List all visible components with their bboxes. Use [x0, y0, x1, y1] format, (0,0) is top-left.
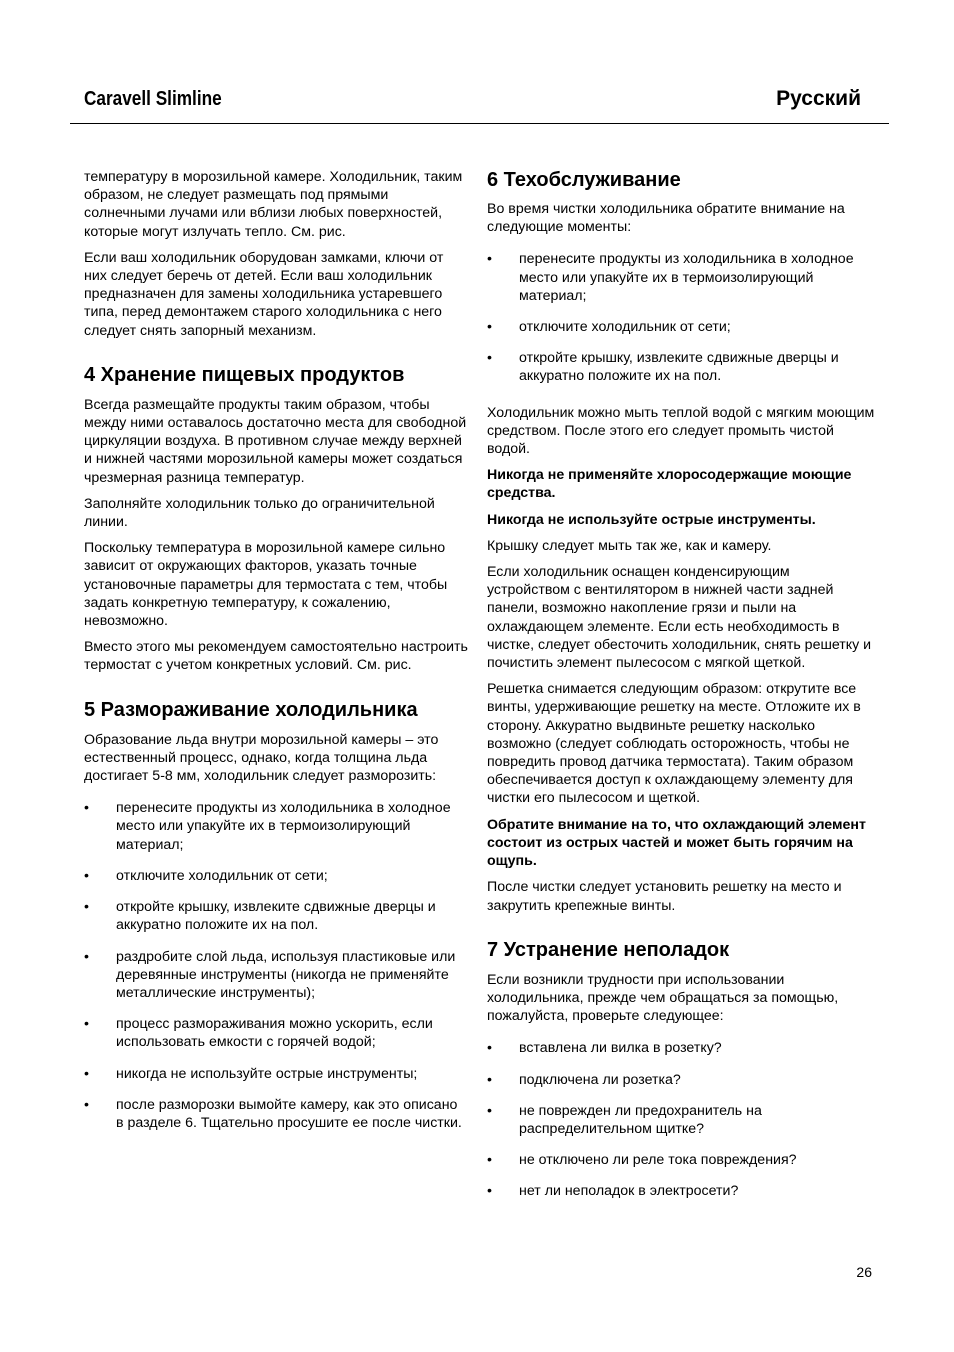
list-item — [487, 349, 875, 385]
section-5-heading: 5 Размораживание холодильника — [84, 698, 418, 721]
bullet-icon: • — [84, 1096, 89, 1113]
paragraph: Во время чистки холодильника обратите внимание на следующие моменты: — [487, 201, 845, 236]
bullet-icon: • — [487, 350, 492, 367]
maintenance-steps-list — [487, 250, 875, 385]
bullet-icon: • — [487, 251, 492, 268]
defrost-steps-list — [84, 799, 468, 1132]
paragraph: температуру в морозильной камере. Холодильник, таким образом, не следует размещать под прямыми солнечными лучами или вблизи любых поверхностей, которые могут излучать тепло. См. рис. — [84, 169, 463, 240]
list-item — [487, 1039, 875, 1057]
header-divider — [70, 123, 889, 124]
document-title: Caravell Slimline — [84, 88, 222, 110]
list-item — [84, 799, 468, 854]
list-item-text: откройте крышку, извлеките сдвижные дверцы и аккуратно положите их на пол. — [116, 899, 436, 934]
bullet-icon: • — [487, 319, 492, 336]
list-item-text: не отключено ли реле тока повреждения? — [519, 1152, 797, 1169]
list-item — [84, 1096, 468, 1132]
bullet-icon: • — [487, 1183, 492, 1200]
list-item — [487, 1071, 875, 1089]
list-item-text: вставлена ли вилка в розетку? — [519, 1040, 722, 1057]
bullet-icon: • — [84, 899, 89, 916]
paragraph: Если холодильник оснащен конденсирующим устройством с вентилятором в нижней части задней панели, возможно накопление грязи и пыли на охлаждающем элементе. Если есть необходимость в чистке, следует обесточить холодильник, снять решетку и почистить элемент пылесосом с мягкой щеткой. — [487, 564, 872, 672]
section-7-heading: 7 Устранение неполадок — [487, 938, 730, 961]
section-4-heading: 4 Хранение пищевых продуктов — [84, 363, 405, 386]
troubleshooting-list — [487, 1039, 875, 1200]
list-item-text: подключена ли розетка? — [519, 1071, 681, 1088]
list-item-text: перенесите продукты из холодильника в холодное место или упакуйте их в термоизолирующий материал; — [519, 251, 854, 304]
bullet-icon: • — [487, 1040, 492, 1057]
paragraph: Образование льда внутри морозильной камеры – это естественный процесс, однако, когда толщина льда достигает 5-8 мм, холодильник следует разморозить: — [84, 731, 439, 785]
list-item — [487, 1102, 875, 1138]
paragraph: Холодильник можно мыть теплой водой с мягким моющим средством. После этого его следует промыть чистой водой. — [487, 404, 875, 458]
list-item — [487, 1182, 875, 1200]
bullet-icon: • — [487, 1071, 492, 1088]
paragraph: Поскольку температура в морозильной камере сильно зависит от окружающих факторов, указать точные установочные параметры для термостата с тем, чтобы задать конкретную температуру, к сожалению, невозможно. — [84, 540, 448, 630]
left-column — [84, 168, 468, 1150]
paragraph: Вместо этого мы рекомендуем самостоятельно настроить термостат с учетом конкретных условий. См. рис. — [84, 639, 468, 674]
paragraph: Заполняйте холодильник только до ограничительной линии. — [84, 495, 435, 531]
list-item-text: не поврежден ли предохранитель на распределительном щитке? — [519, 1102, 762, 1137]
list-item-text: раздробите слой льда, используя пластиковые или деревянные инструменты (никогда не применяйте металлические инструменты); — [116, 948, 456, 1001]
list-item-text: отключите холодильник от сети; — [116, 867, 328, 884]
paragraph: Если ваш холодильник оборудован замками, ключи от них следует беречь от детей. Если ваш холодильник предназначен для замены холодильника устаревшего типа, перед демонтажем старого холодильника с него следует снять запорный механизм. — [84, 249, 444, 339]
bullet-icon: • — [487, 1102, 492, 1119]
list-item — [84, 948, 468, 1003]
list-item-text: никогда не используйте острые инструменты; — [116, 1065, 418, 1082]
list-item-text: процесс размораживания можно ускорить, если использовать емкости с горячей водой; — [116, 1016, 433, 1051]
list-item — [84, 898, 468, 934]
paragraph: Крышку следует мыть так же, как и камеру. — [487, 537, 772, 554]
section-6-heading: 6 Техобслуживание — [487, 169, 681, 191]
paragraph: Решетка снимается следующим образом: открутите все винты, удерживающие решетку на месте. Отложите их в сторону. Аккуратно выдвиньте решетку насколько возможно (следует соблюдать осторожность, чтобы не повредить провод датчика термостата). Таким образом обеспечивается доступ к охлаждающему элементу для чистки его пылесосом и щеткой. — [487, 681, 861, 807]
bullet-icon: • — [84, 1016, 89, 1033]
right-column — [487, 168, 875, 1219]
bullet-icon: • — [84, 867, 89, 884]
list-item — [84, 1065, 468, 1083]
list-item-text: отключите холодильник от сети; — [519, 319, 731, 336]
paragraph: Если возникли трудности при использовании холодильника, прежде чем обращаться за помощью, пожалуйста, проверьте следующее: — [487, 971, 839, 1025]
warning-text: Никогда не используйте острые инструменты. — [487, 511, 816, 528]
list-item — [487, 1151, 875, 1169]
list-item — [487, 318, 875, 336]
list-item-text: откройте крышку, извлеките сдвижные дверцы и аккуратно положите их на пол. — [519, 350, 839, 385]
list-item — [84, 867, 468, 885]
bullet-icon: • — [487, 1152, 492, 1169]
list-item-text: нет ли неполадок в электросети? — [519, 1183, 739, 1200]
language-label: Русский — [776, 87, 861, 110]
warning-text: Никогда не применяйте хлоросодержащие моющие средства. — [487, 467, 852, 502]
warning-text: Обратите внимание на то, что охлаждающий элемент состоит из острых частей и может быть горячим на ощупь. — [487, 816, 866, 870]
paragraph: Всегда размещайте продукты таким образом, чтобы между ними оставалось достаточно места для свободной циркуляции воздуха. В противном случае между верхней и нижней частями морозильной камеры может создаться чрезмерная разница температур. — [84, 396, 467, 486]
list-item-text: перенесите продукты из холодильника в холодное место или упакуйте их в термоизолирующий материал; — [116, 800, 451, 853]
paragraph: После чистки следует установить решетку на место и закрутить крепежные винты. — [487, 879, 842, 914]
bullet-icon: • — [84, 948, 89, 965]
list-item-text: после разморозки вымойте камеру, как это описано в разделе 6. Тщательно просушите ее после чистки. — [116, 1096, 462, 1131]
list-item — [84, 1015, 468, 1051]
page-number: 26 — [856, 1264, 872, 1280]
list-item — [487, 250, 875, 305]
bullet-icon: • — [84, 1065, 89, 1082]
bullet-icon: • — [84, 800, 89, 817]
